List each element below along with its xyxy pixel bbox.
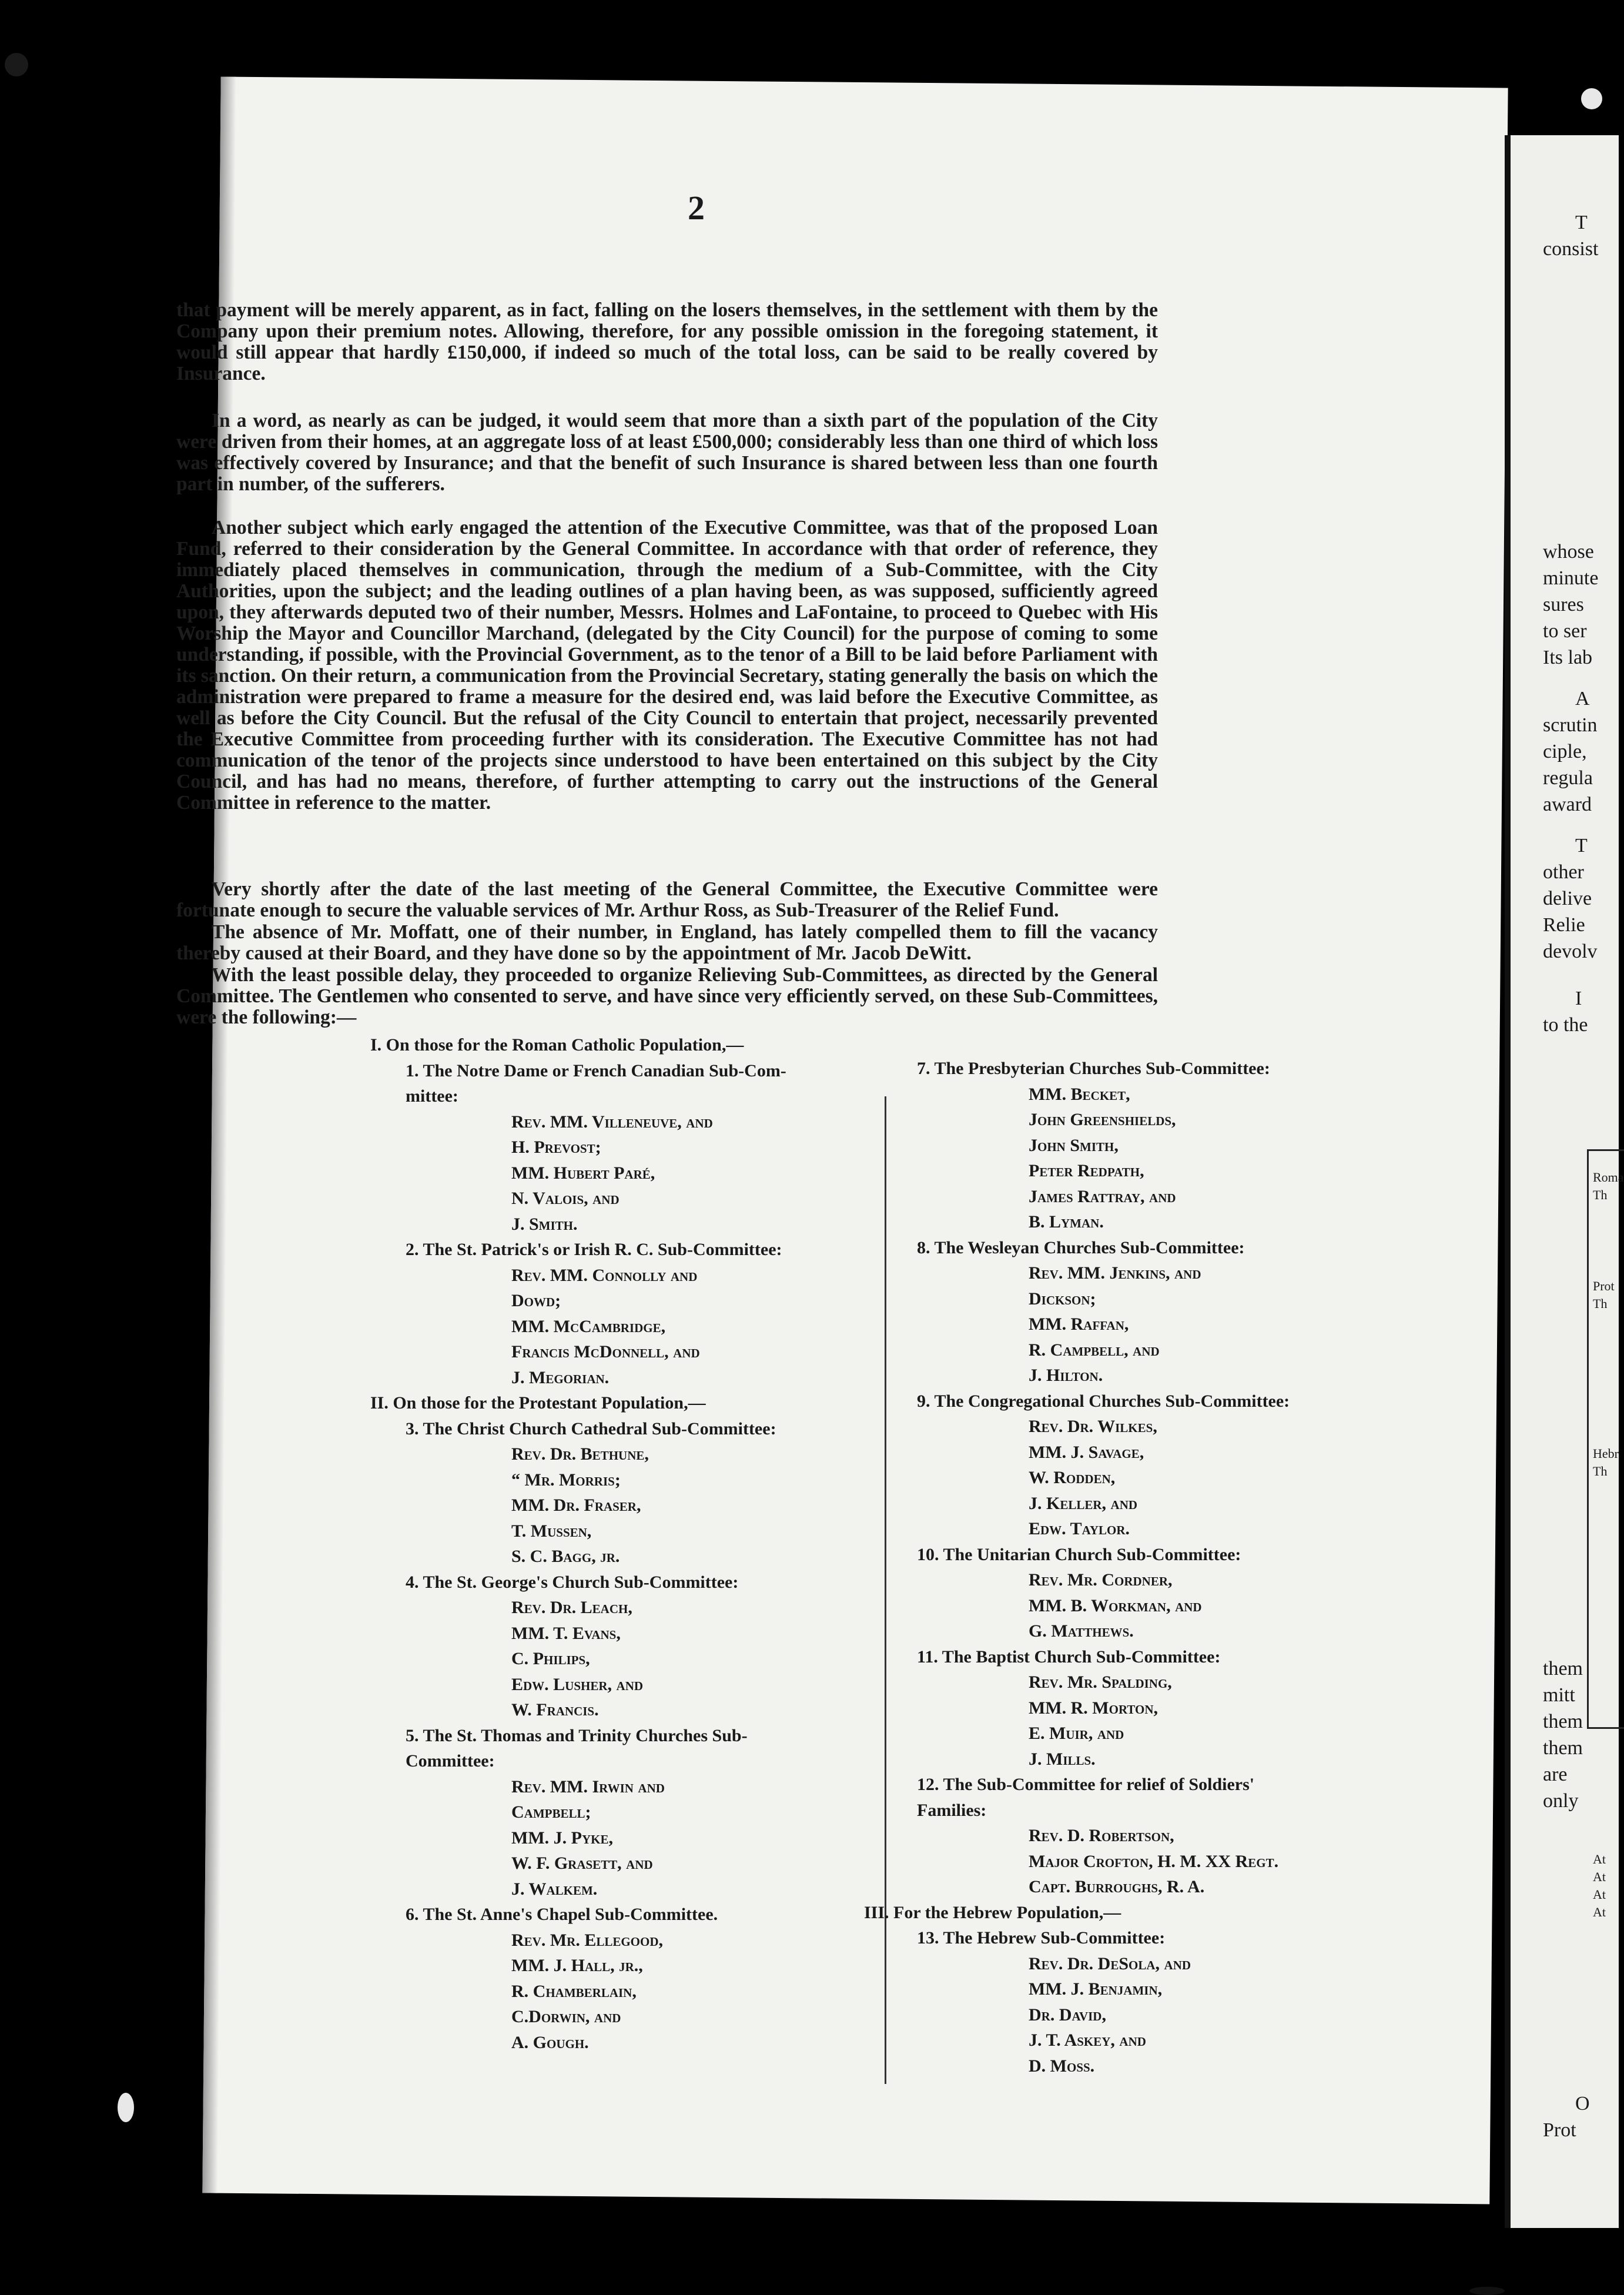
member-name-line: W. F. Grasett, and (511, 1854, 653, 1873)
adjacent-page-text: only (1543, 1790, 1579, 1812)
paragraph-loan-fund: Another subject which early engaged the attention of the Executive Committee, was that of the proposed Loan Fund, referred to their consideration by the General Committee. In accordance with that order of reference, they immediately placed themselves in communication, through the medium of a Sub-Committee, with the City Authorities, upon the subject; and the leading outlines of a plan having been, as was supposed, sufficiently agreed upon, they afterwards deputed two of their number, Messrs. Holmes and LaFontaine, to proceed to Quebec with His Worship the Mayor and Councillor Marchand, (delegated by the City Council) for the purpose of coming to some understanding, if possible, with the Provincial Government, as to the tenor of a Bill to be laid before Parliament with its sanction. On their return, a communication from the Provincial Secretary, stating generally the basis on which the administration were prepared to frame a measure for the desired end, was laid before the Executive Committee, as well as before the City Council. But the refusal of the City Council to entertain that project, necessarily prevented the Executive Committee from proceeding further with its consideration. The Executive Committee has not had communication of the tenor of the projects since understood to have been entertained on this subject by the City Council, and has had no means, therefore, of further attempting to carry out the instructions of the General Committee in reference to the matter. (176, 517, 1158, 814)
adjacent-page-text: Relie (1543, 914, 1585, 936)
member-name-line: Rev. Dr. Wilkes, (1029, 1417, 1157, 1436)
adjacent-page-text: Its lab (1543, 647, 1593, 668)
scan-speck (5, 53, 28, 76)
adjacent-page-text: them (1543, 1711, 1583, 1732)
adjacent-table-label: Prot (1593, 1279, 1615, 1293)
adjacent-page-text: to the (1543, 1014, 1588, 1036)
subcommittee-heading: Committee: (406, 1751, 495, 1771)
adjacent-page-text: them (1543, 1658, 1583, 1680)
adjacent-page-text: I (1575, 988, 1582, 1009)
adjacent-page-text: sures (1543, 594, 1584, 615)
member-name-line: Edw. Lusher, and (511, 1674, 644, 1694)
paragraph-population-loss: In a word, as nearly as can be judged, it would seem that more than a sixth part of the population of the City were driven from their homes, at an aggregate loss of at least £500,000; considerably less than one third of which loss was effectively covered by Insurance; and that the benefit of such Insurance is shared between less than one fourth part in number, of the sufferers. (176, 410, 1158, 495)
member-name-line: MM. J. Savage, (1029, 1442, 1144, 1462)
member-name-line: Dr. David, (1029, 2005, 1106, 2025)
adjacent-page-text: devolv (1543, 941, 1598, 962)
subcommittee-heading: III. For the Hebrew Population,— (864, 1902, 1121, 1922)
subcommittee-heading: mittee: (406, 1086, 458, 1106)
member-name-line: D. Moss. (1029, 2056, 1095, 2076)
member-name-line: MM. J. Hall, jr., (511, 1956, 643, 1975)
subcommittee-heading: 11. The Baptist Church Sub-Committee: (917, 1647, 1221, 1667)
adjacent-page-text: minute (1543, 567, 1599, 589)
subcommittee-heading: 1. The Notre Dame or French Canadian Sub-Com- (406, 1060, 786, 1080)
adjacent-page-text: mitt (1543, 1684, 1575, 1706)
member-name-line: “ Mr. Morris; (511, 1470, 621, 1490)
member-name-line: Capt. Burroughs, R. A. (1029, 1877, 1205, 1896)
member-name-line: R. Campbell, and (1029, 1340, 1160, 1360)
subcommittee-heading: 3. The Christ Church Cathedral Sub-Committee: (406, 1419, 776, 1438)
adjacent-page-text: ciple, (1543, 741, 1587, 762)
member-name-line: Rev. D. Robertson, (1029, 1826, 1174, 1845)
adjacent-table-label: Hebr (1593, 1446, 1619, 1461)
member-name-line: Dowd; (511, 1291, 561, 1310)
member-name-line: H. Prevost; (511, 1138, 601, 1157)
member-name-line: Major Crofton, H. M. XX Regt. (1029, 1851, 1279, 1871)
adjacent-page-text: consist (1543, 238, 1599, 260)
document-page (202, 77, 1508, 2204)
paragraph-sub-treasurer: Very shortly after the date of the last meeting of the General Committee, the Executive Committee were fortunate enough to secure the valuable services of Mr. Arthur Ross, as Sub-Treasurer of the Relief Fund. (176, 878, 1158, 921)
member-name-line: MM. Becket, (1029, 1084, 1130, 1104)
subcommittee-heading: 13. The Hebrew Sub-Committee: (917, 1928, 1166, 1948)
subcommittee-heading: 5. The St. Thomas and Trinity Churches Sub- (406, 1725, 748, 1745)
member-name-line: J. T. Askey, and (1029, 2030, 1146, 2050)
adjacent-table-label: At (1593, 1869, 1606, 1884)
member-name-line: John Greenshields, (1029, 1110, 1176, 1129)
subcommittee-heading: II. On those for the Protestant Population,— (370, 1393, 706, 1413)
member-name-line: Dickson; (1029, 1289, 1096, 1309)
adjacent-page-fragment (1505, 135, 1624, 2228)
scan-speck (1469, 2287, 1505, 2295)
adjacent-page-text: T (1575, 835, 1588, 857)
member-name-line: MM. R. Morton, (1029, 1698, 1158, 1718)
subcommittee-heading: Families: (917, 1800, 987, 1820)
adjacent-table-label: Th (1593, 1296, 1608, 1311)
adjacent-table-label: At (1593, 1905, 1606, 1919)
column-divider (885, 1096, 886, 2084)
subcommittee-heading: 6. The St. Anne's Chapel Sub-Committee. (406, 1905, 718, 1924)
adjacent-page-text: Prot (1543, 2119, 1576, 2141)
member-name-line: MM. McCambridge, (511, 1316, 666, 1336)
member-name-line: T. Mussen, (511, 1521, 592, 1541)
paragraph-moffatt-vacancy: The absence of Mr. Moffatt, one of their number, in England, has lately compelled them to fill the vacancy thereby caused at their Board, and they have done so by the appointment of Mr. Jacob DeWitt. (176, 921, 1158, 964)
adjacent-page-text: delive (1543, 888, 1592, 909)
subcommittee-heading: 2. The St. Patrick's or Irish R. C. Sub-Committee: (406, 1240, 782, 1259)
adjacent-table-label: Th (1593, 1464, 1608, 1478)
adjacent-page-text: A (1575, 688, 1590, 710)
member-name-line: Campbell; (511, 1802, 591, 1822)
member-name-line: MM. J. Pyke, (511, 1828, 613, 1848)
adjacent-page-text: whose (1543, 541, 1594, 563)
member-name-line: J. Keller, and (1029, 1493, 1138, 1513)
member-name-line: MM. Hubert Paré, (511, 1163, 655, 1183)
adjacent-table-label: At (1593, 1887, 1606, 1902)
subcommittee-heading: 8. The Wesleyan Churches Sub-Committee: (917, 1237, 1245, 1257)
member-name-line: B. Lyman. (1029, 1212, 1104, 1232)
member-name-line: MM. Dr. Fraser, (511, 1496, 641, 1515)
member-name-line: C.Dorwin, and (511, 2007, 621, 2026)
adjacent-page-text: them (1543, 1737, 1583, 1759)
adjacent-page-text: O (1575, 2093, 1590, 2115)
member-name-line: R. Chamberlain, (511, 1981, 637, 2001)
member-name-line: J. Megorian. (511, 1367, 610, 1387)
adjacent-page-text: regula (1543, 767, 1593, 789)
member-name-line: MM. J. Benjamin, (1029, 1979, 1163, 1999)
member-name-line: Edw. Taylor. (1029, 1519, 1130, 1538)
adjacent-page-text: award (1543, 794, 1592, 815)
adjacent-page-text: to ser (1543, 620, 1587, 642)
member-name-line: MM. B. Workman, and (1029, 1595, 1202, 1615)
adjacent-table-label: Roma (1593, 1170, 1624, 1185)
member-name-line: J. Hilton. (1029, 1366, 1103, 1385)
adjacent-page-table (1587, 1149, 1624, 1729)
adjacent-page-text: other (1543, 861, 1584, 883)
page-number: 2 (688, 189, 705, 227)
member-name-line: E. Muir, and (1029, 1724, 1124, 1743)
paragraph-insurance-payment: that payment will be merely apparent, as in fact, falling on the losers themselves, in the settlement with them by the Company upon their premium notes. Allowing, therefore, for any possible omission in the foregoing statement, it would still appear that hardly £150,000, if indeed so much of the total loss, can be said to be really covered by Insurance. (176, 299, 1158, 384)
member-name-line: J. Smith. (511, 1214, 578, 1234)
member-name-line: Rev. Dr. Leach, (511, 1598, 632, 1617)
member-name-line: J. Walkem. (511, 1879, 598, 1899)
member-name-line: C. Philips, (511, 1649, 590, 1668)
member-name-line: Rev. MM. Irwin and (511, 1777, 665, 1796)
member-name-line: Rev. Mr. Ellegood, (511, 1930, 664, 1950)
subcommittee-heading: 12. The Sub-Committee for relief of Soldiers' (917, 1775, 1255, 1794)
paragraph-relieving-subcommittees: With the least possible delay, they proceeded to organize Relieving Sub-Committees, as directed by the General Committee. The Gentlemen who consented to serve, and have since very efficiently served, on these Sub-Committees, were the following:— (176, 964, 1158, 1028)
member-name-line: Rev. MM. Villeneuve, and (511, 1112, 713, 1132)
member-name-line: S. C. Bagg, jr. (511, 1547, 620, 1566)
adjacent-page-text: T (1575, 212, 1588, 233)
subcommittee-heading: 4. The St. George's Church Sub-Committee: (406, 1572, 739, 1592)
member-name-line: Rev. MM. Jenkins, and (1029, 1263, 1201, 1283)
adjacent-page-text: scrutin (1543, 714, 1598, 736)
member-name-line: MM. Raffan, (1029, 1314, 1129, 1334)
member-name-line: Rev. Dr. DeSola, and (1029, 1953, 1191, 1973)
member-name-line: James Rattray, and (1029, 1186, 1176, 1206)
member-name-line: MM. T. Evans, (511, 1623, 621, 1643)
scan-speck (1581, 88, 1602, 109)
adjacent-page-text: are (1543, 1764, 1568, 1785)
member-name-line: J. Mills. (1029, 1749, 1096, 1769)
member-name-line: Peter Redpath, (1029, 1161, 1144, 1180)
member-name-line: Rev. MM. Connolly and (511, 1265, 698, 1285)
member-name-line: A. Gough. (511, 2032, 589, 2052)
member-name-line: Rev. Dr. Bethune, (511, 1444, 649, 1464)
member-name-line: N. Valois, and (511, 1189, 620, 1208)
subcommittee-heading: I. On those for the Roman Catholic Population,— (370, 1035, 744, 1055)
page-fold-shadow (202, 77, 236, 2193)
member-name-line: W. Rodden, (1029, 1468, 1116, 1487)
member-name-line: John Smith, (1029, 1135, 1119, 1155)
member-name-line: Rev. Mr. Spalding, (1029, 1672, 1172, 1692)
member-name-line: W. Francis. (511, 1700, 599, 1719)
member-name-line: Francis McDonnell, and (511, 1342, 700, 1361)
scan-speck (118, 2093, 134, 2122)
member-name-line: G. Matthews. (1029, 1621, 1134, 1641)
adjacent-table-label: Th (1593, 1187, 1608, 1202)
subcommittee-heading: 7. The Presbyterian Churches Sub-Committee: (917, 1059, 1270, 1078)
subcommittee-heading: 10. The Unitarian Church Sub-Committee: (917, 1544, 1241, 1564)
subcommittee-heading: 9. The Congregational Churches Sub-Committee: (917, 1391, 1290, 1411)
adjacent-table-label: At (1593, 1852, 1606, 1866)
member-name-line: Rev. Mr. Cordner, (1029, 1570, 1173, 1590)
